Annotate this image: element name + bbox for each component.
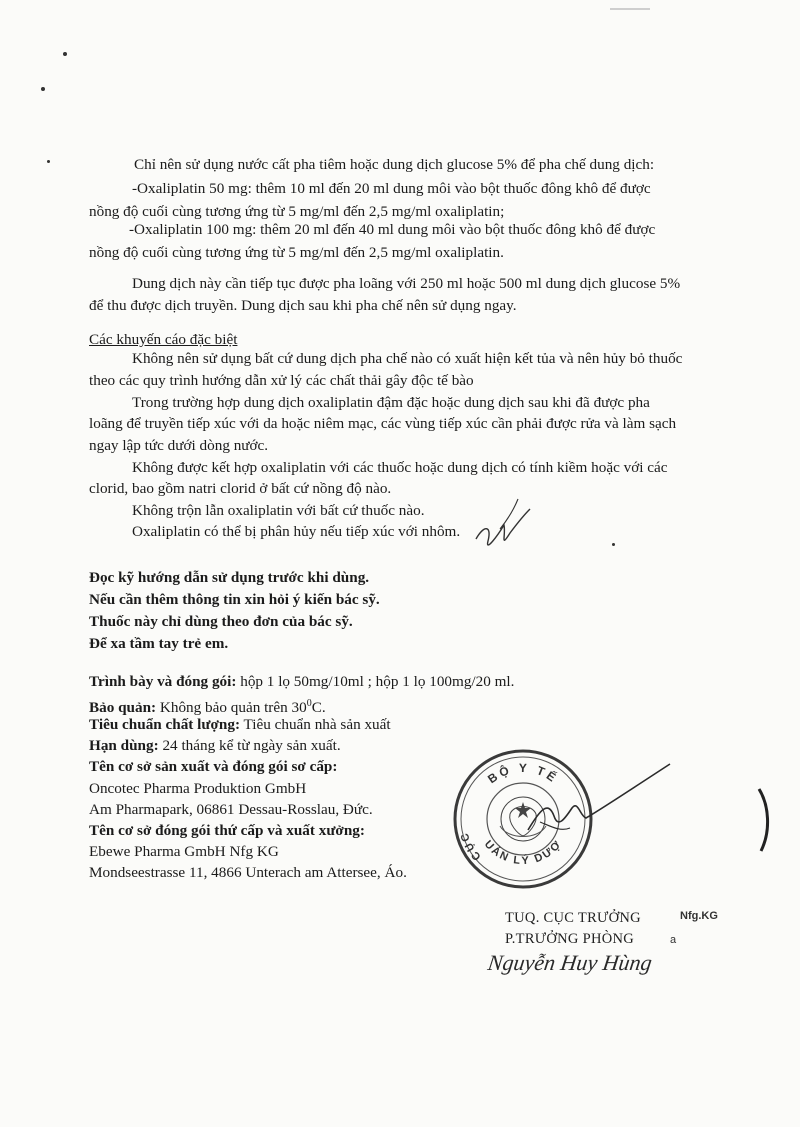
manufacturer-label: Tên cơ sở sản xuất và đóng gói sơ cấp: xyxy=(89,758,338,775)
dilution-line-6: Dung dịch này cần tiếp tục được pha loãng với 250 ml hoặc 500 ml dung dịch glucose 5% xyxy=(132,275,681,292)
shelf-life-label: Hạn dùng: xyxy=(89,737,159,754)
notice-line-2: Nếu cần thêm thông tin xin hỏi ý kiến bác sỹ. xyxy=(89,591,380,608)
secondary-packager-name: Ebewe Pharma GmbH Nfg KG xyxy=(89,843,279,860)
storage-value: Không bảo quản trên 30 xyxy=(156,699,307,717)
secondary-packager-address: Mondseestrasse 11, 4866 Unterach am Attersee, Áo. xyxy=(89,864,407,881)
dilution-line-1: Chỉ nên sử dụng nước cất pha tiêm hoặc dung dịch glucose 5% để pha chế dung dịch: xyxy=(134,156,655,173)
manufacturer-name: Oncotec Pharma Produktion GmbH xyxy=(89,780,307,797)
quality-value: Tiêu chuẩn nhà sản xuất xyxy=(240,716,391,733)
nfg-kg-mark: Nfg.KG xyxy=(680,910,718,922)
notice-line-1: Đọc kỹ hướng dẫn sử dụng trước khi dùng. xyxy=(89,569,370,586)
notice-line-3: Thuốc này chỉ dùng theo đơn của bác sỹ. xyxy=(89,613,353,630)
packaging-label: Trình bày và đóng gói: xyxy=(89,673,237,690)
dilution-line-7: để thu được dịch truyền. Dung dịch sau khi pha chế nên sử dụng ngay. xyxy=(89,297,517,314)
quality-line xyxy=(89,715,391,735)
shelf-life-value: 24 tháng kể từ ngày sản xuất. xyxy=(158,737,341,754)
scan-speck xyxy=(41,87,45,91)
dilution-line-3: nồng độ cuối cùng tương ứng từ 5 mg/ml đến 2,5 mg/ml oxaliplatin; xyxy=(89,203,505,220)
scan-speck xyxy=(612,543,615,546)
signature-title-2: P.TRƯỞNG PHÒNG xyxy=(505,931,635,947)
scan-mark xyxy=(610,8,650,10)
degree-sup: 0 xyxy=(306,698,312,709)
quality-label: Tiêu chuẩn chất lượng: xyxy=(89,716,241,733)
storage-label: Bảo quản: xyxy=(89,699,157,717)
packaging-value: hộp 1 lọ 50mg/10ml ; hộp 1 lọ 100mg/20 ml. xyxy=(236,673,515,690)
storage-unit: C. xyxy=(311,699,326,717)
scan-speck xyxy=(63,52,67,56)
warnings-line-9: Oxaliplatin có thể bị phân hủy nếu tiếp xúc với nhôm. xyxy=(132,523,461,540)
warnings-heading: Các khuyến cáo đặc biệt xyxy=(89,331,238,348)
warnings-line-2: theo các quy trình hướng dẫn xử lý các chất thải gây độc tế bào xyxy=(89,372,474,389)
warnings-line-5: ngay lập tức dưới dòng nước. xyxy=(89,437,269,454)
stamp-left-text: CỤC xyxy=(458,829,484,863)
packaging-line xyxy=(89,672,514,692)
margin-bracket-mark xyxy=(755,785,775,855)
warnings-line-6: Không được kết hợp oxaliplatin với các thuốc hoặc dung dịch có tính kiềm hoặc với các xyxy=(132,459,668,476)
stamp-bottom-text: QUẢN LÝ DƯỢC xyxy=(442,735,565,868)
signatory-name: Nguyễn Huy Hùng xyxy=(486,950,654,975)
signature-title-1: TUQ. CỤC TRƯỞNG xyxy=(505,910,641,926)
shelf-life-line xyxy=(89,736,341,756)
initials-scribble xyxy=(470,495,540,565)
small-a-mark: a xyxy=(670,934,677,946)
stamp-top-text: BỘ Y TẾ xyxy=(485,760,561,787)
scan-speck xyxy=(47,160,50,163)
dilution-line-4: -Oxaliplatin 100 mg: thêm 20 ml đến 40 ml dung môi vào bột thuốc đông khô để được xyxy=(129,221,656,238)
warnings-line-7: clorid, bao gồm natri clorid ở bất cứ nồng độ nào. xyxy=(89,480,392,497)
warnings-line-8: Không trộn lẫn oxaliplatin với bất cứ thuốc nào. xyxy=(132,502,425,519)
dilution-line-2: -Oxaliplatin 50 mg: thêm 10 ml đến 20 ml dung môi vào bột thuốc đông khô để được xyxy=(132,180,651,197)
secondary-packager-label: Tên cơ sở đóng gói thứ cấp và xuất xưởng: xyxy=(89,822,365,839)
notice-line-4: Để xa tầm tay trẻ em. xyxy=(89,635,229,652)
warnings-line-1: Không nên sử dụng bất cứ dung dịch pha chế nào có xuất hiện kết tủa và nên hủy bỏ thuốc xyxy=(132,350,683,367)
warnings-line-3: Trong trường hợp dung dịch oxaliplatin đậm đặc hoặc dung dịch sau khi đã được pha xyxy=(132,394,650,411)
warnings-line-4: loãng để truyền tiếp xúc với da hoặc niêm mạc, các vùng tiếp xúc cần phải được rửa và làm sạch xyxy=(89,415,677,432)
dilution-line-5: nồng độ cuối cùng tương ứng từ 5 mg/ml đến 2,5 mg/ml oxaliplatin. xyxy=(89,244,504,261)
manufacturer-address: Am Pharmapark, 06861 Dessau-Rosslau, Đức. xyxy=(89,801,373,818)
signature-stroke xyxy=(520,760,680,850)
